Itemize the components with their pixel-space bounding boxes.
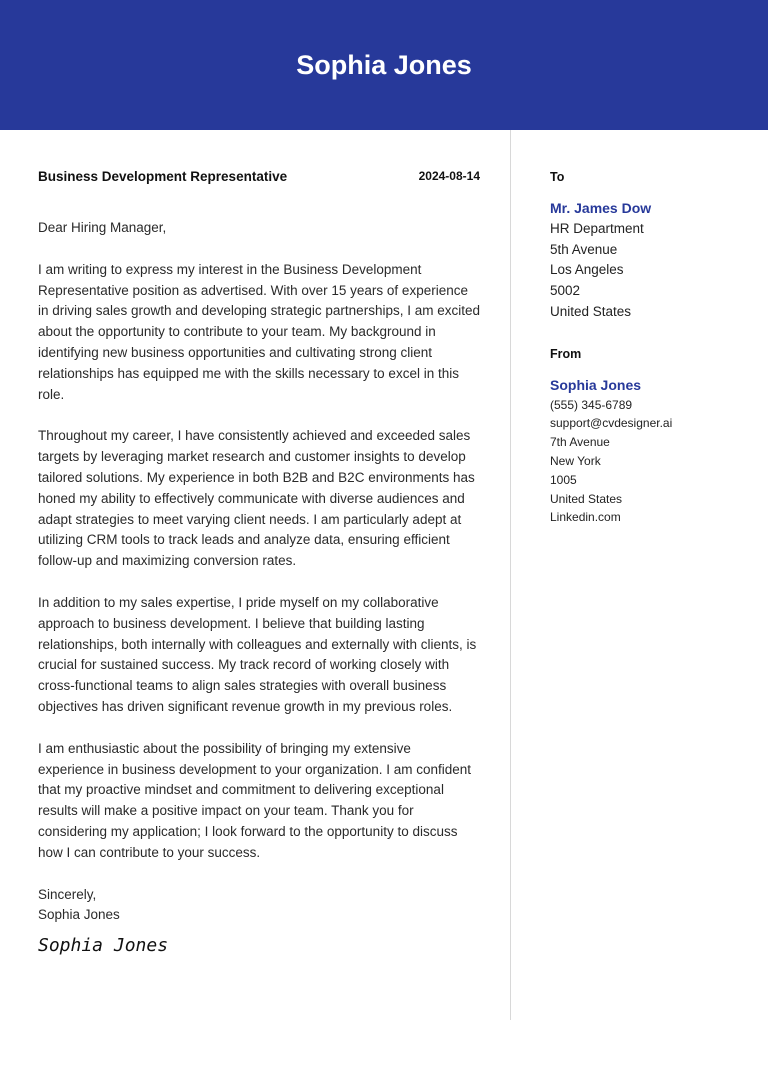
sender-street: 7th Avenue bbox=[550, 435, 610, 450]
sender-linkedin-link[interactable]: Linkedin.com bbox=[550, 510, 621, 525]
contact-sidebar bbox=[550, 168, 750, 527]
salutation: Dear Hiring Manager, bbox=[38, 220, 167, 235]
from-label: From bbox=[550, 346, 582, 361]
recipient-department: HR Department bbox=[550, 220, 644, 236]
sender-name: Sophia Jones bbox=[550, 376, 642, 393]
letter-body bbox=[38, 168, 480, 960]
to-label: To bbox=[550, 170, 565, 184]
signature: Sophia Jones bbox=[38, 935, 169, 957]
column-divider bbox=[510, 130, 511, 1020]
recipient-city: Los Angeles bbox=[550, 262, 624, 278]
closing-name: Sophia Jones bbox=[38, 907, 120, 923]
sender-zip: 1005 bbox=[550, 472, 577, 487]
paragraph-1: I am writing to express my interest in the Business Development Representative position as advertised. With over 15 years of experience in driving sales growth and developing strategic partnerships, I am excited about the opportunity to contribute to your team. My background in identifying new business opportunities and cultivating strong client relationships has equipped me with the skills necessary to excel in this role. bbox=[38, 261, 480, 402]
sender-phone[interactable]: (555) 345-6789 bbox=[550, 397, 633, 412]
paragraph-2: Throughout my career, I have consistently achieved and exceeded sales targets by leveraging market research and customer insights to develop tailored solutions. My experience in both B2B and B2C environments has honed my ability to effectively communicate with diverse audiences and adapt strategies to meet varying client needs. I am particularly adept at utilizing CRM tools to track leads and analyze data, ensuring efficient follow-up and maximizing conversion rates. bbox=[38, 428, 475, 569]
closing-phrase: Sincerely, bbox=[38, 886, 97, 902]
closing-block bbox=[38, 885, 480, 927]
recipient-name: Mr. James Dow bbox=[550, 200, 652, 216]
letter-date: 2024-08-14 bbox=[418, 169, 480, 183]
recipient-zip: 5002 bbox=[550, 283, 581, 299]
recipient-block bbox=[550, 198, 750, 323]
sender-email[interactable]: support@cvdesigner.ai bbox=[550, 416, 673, 431]
position-title: Business Development Representative bbox=[38, 169, 288, 184]
letter-topline bbox=[38, 168, 480, 188]
sender-country: United States bbox=[550, 491, 623, 506]
sender-city: New York bbox=[550, 453, 601, 468]
recipient-country: United States bbox=[550, 303, 632, 319]
header-banner bbox=[0, 0, 768, 130]
sender-block bbox=[550, 375, 750, 527]
applicant-name-title: Sophia Jones bbox=[296, 50, 472, 80]
recipient-street: 5th Avenue bbox=[550, 241, 618, 257]
paragraph-4: I am enthusiastic about the possibility of bringing my extensive experience in business development to your organization. I am confident that my proactive mindset and commitment to delivering exceptional results will make a positive impact on your team. Thank you for considering my application; I look forward to the opportunity to discuss how I can contribute to your success. bbox=[38, 740, 472, 860]
paragraph-3: In addition to my sales expertise, I pride myself on my collaborative approach to business development. I believe that building lasting relationships, both internally with colleagues and externally with clients, is crucial for sustained success. My track record of working closely with cross-functional teams to align sales strategies with overall business objectives has driven significant revenue growth in my previous roles. bbox=[38, 594, 477, 714]
